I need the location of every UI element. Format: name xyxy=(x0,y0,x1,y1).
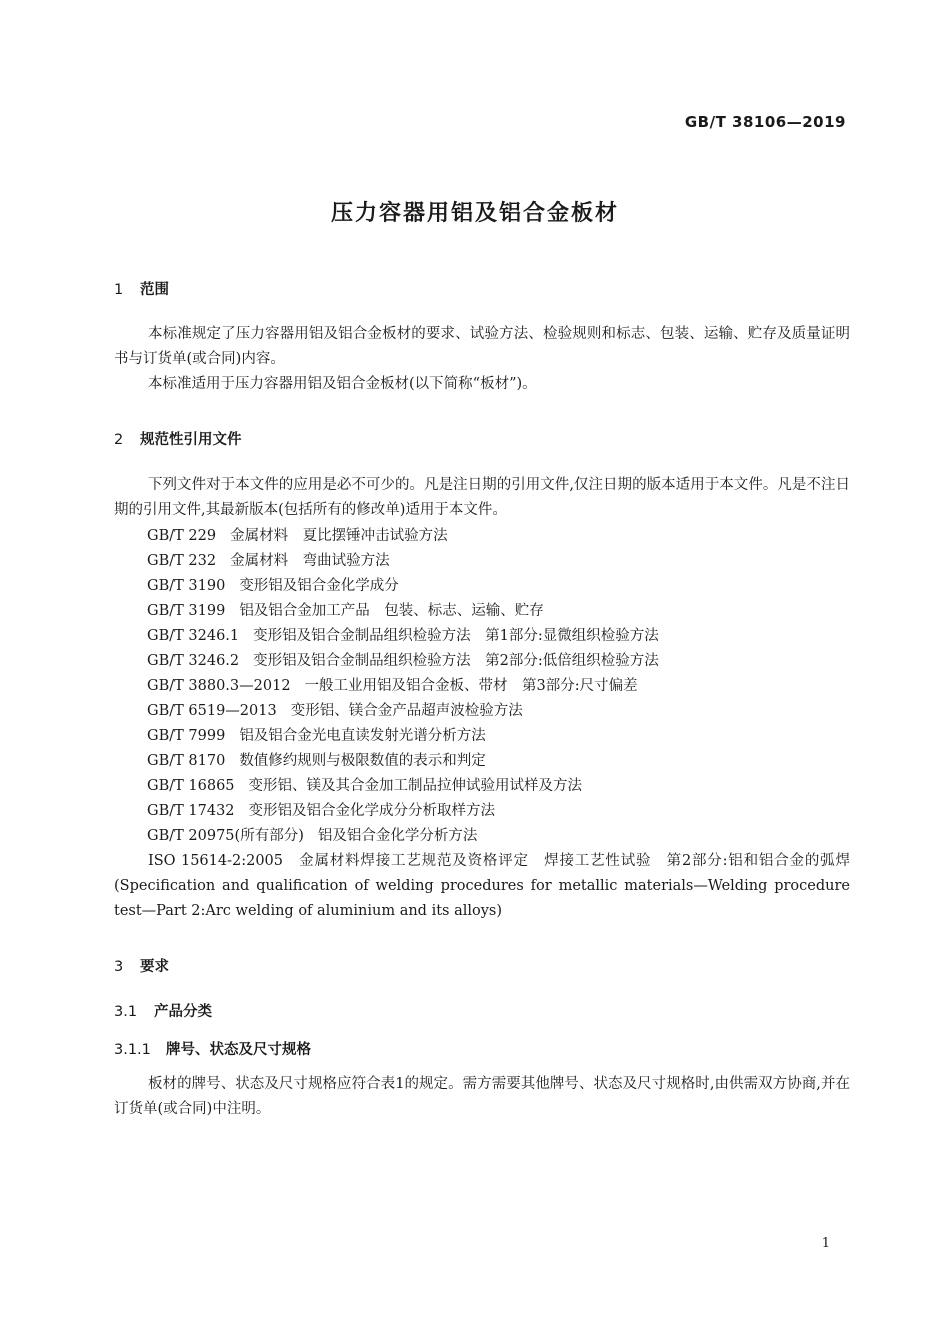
reference-item xyxy=(147,774,852,799)
section-3-1-heading xyxy=(114,1000,212,1021)
paragraph: 本标准规定了压力容器用铝及铝合金板材的要求、试验方法、检验规则和标志、包装、运输、贮存及质量证明书与订货单(或合同)内容。 xyxy=(114,326,850,367)
reference-title: 金属材料 弯曲试验方法 xyxy=(230,553,390,569)
reference-title: 一般工业用铝及铝合金板、带材 第3部分:尺寸偏差 xyxy=(304,678,638,694)
reference-title: 变形铝及铝合金化学成分分析取样方法 xyxy=(248,803,496,819)
section-number: 2 xyxy=(114,432,124,448)
reference-title: 变形铝及铝合金制品组织检验方法 第1部分:显微组织检验方法 xyxy=(253,628,659,644)
reference-item xyxy=(147,599,852,624)
paragraph: 下列文件对于本文件的应用是必不可少的。凡是注日期的引用文件,仅注日期的版本适用于本文件。凡是不注日期的引用文件,其最新版本(包括所有的修改单)适用于本文件。 xyxy=(114,477,850,518)
reference-code: GB/T 7999 xyxy=(147,728,226,744)
paragraph: 板材的牌号、状态及尺寸规格应符合表1的规定。需方需要其他牌号、状态及尺寸规格时,由供需双方协商,并在订货单(或合同)中注明。 xyxy=(114,1076,850,1117)
section-3-heading xyxy=(114,955,169,976)
reference-item xyxy=(147,524,852,549)
reference-code: GB/T 232 xyxy=(147,553,217,569)
document-title: 压力容器用铝及铝合金板材 xyxy=(330,201,619,226)
reference-title: 金属材料 夏比摆锤冲击试验方法 xyxy=(230,528,448,544)
reference-title: 变形铝及铝合金制品组织检验方法 第2部分:低倍组织检验方法 xyxy=(253,653,659,669)
reference-item xyxy=(147,824,852,849)
reference-title: 铝及铝合金化学分析方法 xyxy=(317,828,478,844)
reference-title: 数值修约规则与极限数值的表示和判定 xyxy=(239,753,486,769)
reference-item xyxy=(147,674,852,699)
section-title: 要求 xyxy=(140,959,169,975)
section-number: 3.1.1 xyxy=(114,1042,151,1058)
reference-code: GB/T 6519—2013 xyxy=(147,703,277,719)
reference-code: GB/T 3246.1 xyxy=(147,628,240,644)
reference-title: 铝及铝合金光电直读发射光谱分析方法 xyxy=(239,728,486,744)
section-number: 1 xyxy=(114,282,124,298)
reference-item xyxy=(147,649,852,674)
reference-code: GB/T 3199 xyxy=(147,603,226,619)
reference-item xyxy=(147,799,852,824)
iso-reference: ISO 15614-2:2005 金属材料焊接工艺规范及资格评定 焊接工艺性试验 第2部分:铝和铝合金的弧焊(Specification and qualification of welding procedures for metallic materials—Welding procedure test—Part 2:Arc welding of aluminium and its alloys) xyxy=(114,853,850,919)
paragraph: 本标准适用于压力容器用铝及铝合金板材(以下简称“板材”)。 xyxy=(148,376,537,392)
reference-item xyxy=(147,749,852,774)
standard-code: GB/T 38106—2019 xyxy=(684,113,846,131)
reference-code: GB/T 17432 xyxy=(147,803,235,819)
reference-item xyxy=(147,574,852,599)
reference-code: GB/T 20975(所有部分) xyxy=(147,828,304,844)
reference-item xyxy=(147,549,852,574)
section-2-heading xyxy=(114,428,242,449)
reference-item xyxy=(147,624,852,649)
section-number: 3 xyxy=(114,959,124,975)
section-3-1-1-heading xyxy=(114,1038,311,1059)
reference-item xyxy=(147,699,852,724)
reference-code: GB/T 3880.3—2012 xyxy=(147,678,291,694)
section-title: 范围 xyxy=(140,282,169,298)
reference-title: 变形铝、镁及其合金加工制品拉伸试验用试样及方法 xyxy=(248,778,583,794)
reference-title: 变形铝、镁合金产品超声波检验方法 xyxy=(290,703,523,719)
section-number: 3.1 xyxy=(114,1004,138,1020)
section-1-heading xyxy=(114,278,169,299)
reference-code: GB/T 229 xyxy=(147,528,217,544)
reference-code: GB/T 16865 xyxy=(147,778,235,794)
reference-title: 变形铝及铝合金化学成分 xyxy=(239,578,399,594)
reference-item xyxy=(147,724,852,749)
page-number: 1 xyxy=(821,1236,830,1251)
section-title: 牌号、状态及尺寸规格 xyxy=(166,1042,311,1058)
section-title: 规范性引用文件 xyxy=(140,432,242,448)
reference-title: 铝及铝合金加工产品 包装、标志、运输、贮存 xyxy=(239,603,544,619)
reference-code: GB/T 3190 xyxy=(147,578,226,594)
reference-code: GB/T 3246.2 xyxy=(147,653,240,669)
section-title: 产品分类 xyxy=(154,1004,212,1020)
reference-code: GB/T 8170 xyxy=(147,753,226,769)
